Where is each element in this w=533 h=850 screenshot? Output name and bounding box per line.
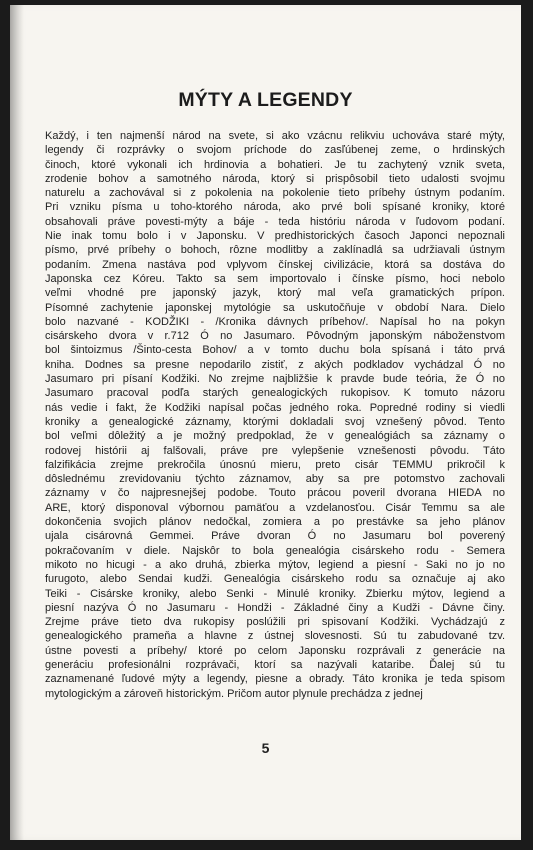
text-line: Písomné zachytenie japonskej mytológie sa uskutočňuje v období Nara. Dielo bbox=[45, 301, 505, 314]
text-line: Teiki - Cisárske kroniky, alebo Senki - Minulé kroniky. Zbierku mýtov, legiend a bbox=[45, 587, 505, 600]
text-line: zrodenie bohov a samotného národa, ktorý si prispôsobil tieto udalosti svojmu bbox=[45, 172, 505, 185]
text-line: Nie inak tomu bolo i v Japonsku. V predhistorických časoch Japonci nepoznali bbox=[45, 230, 505, 243]
text-line: naturelu a zachovával si z pokolenia na pokolenie tieto príbehy ústnym podaním. bbox=[45, 187, 505, 200]
text-line: nás vedie i fakt, že Kodžiki napísal počas jedného roka. Popredné rodiny si viedli bbox=[45, 401, 505, 414]
text-line: kniha. Dodnes sa presne nepodarilo zistiť, z akých podkladov vychádzal Ó no bbox=[45, 358, 505, 371]
text-line: piesní nazýva Ó no Jasumaru - Hondži - Základné činy a Kudži - Dávne činy. bbox=[45, 601, 505, 614]
text-line: ARE, ktorý disponoval výbornou pamäťou a vzdelanosťou. Cisár Temmu sa ale bbox=[45, 501, 505, 514]
body-text bbox=[45, 129, 505, 701]
text-line: veľmi vhodné pre japonský jazyk, ktorý mal veľa gramatických prípon. bbox=[45, 287, 505, 300]
text-line: ústne povesti a príbehy/ ktoré po celom Japonsku rozprávali z generácie na bbox=[45, 644, 505, 657]
text-line: dôslednému zrevidovaniu týchto záznamov, aby sa pre potomstvo zachovali bbox=[45, 473, 505, 486]
text-line: obsahovali práve povesti-mýty a báje - teda históriu národa v ľudovom podaní. bbox=[45, 215, 505, 228]
text-line: legendy či rozprávky o svojom príchode do zasľúbenej zeme, o hrdinských bbox=[45, 144, 505, 157]
page-number: 5 bbox=[261, 740, 270, 756]
text-line: zaznamenané ľudové mýty a legendy, piesne a obrady. Táto kronika je teda spisom bbox=[45, 673, 505, 686]
text-line: ujala cisárovná Gemmei. Práve dvoran Ó no Jasumaru bol poverený bbox=[45, 530, 505, 543]
text-line: Pri vzniku písma u toho-ktorého národa, ako prvé boli spísané kroniky, ktoré bbox=[45, 201, 505, 214]
text-line: podaním. Zmena nastáva pod vplyvom čínskej civilizácie, ktorá sa dostáva do bbox=[45, 258, 505, 271]
text-line: Zrejme práve tieto dva rukopisy poslúžili pri spisovaní Kodžiki. Vychádzajú z bbox=[45, 616, 505, 629]
text-line: kroniky a genealogické záznamy, ktorými dokladali svoj vznešený pôvod. Tento bbox=[45, 415, 505, 428]
text-line: cisárskeho dvora v r.712 Ó no Jasumaro. Pôvodným japonským náboženstvom bbox=[45, 330, 505, 343]
text-line: bol šintoizmus /Šinto-cesta Bohov/ a v tomto duchu bola spísaná i táto prvá bbox=[45, 344, 505, 357]
text-line: Každý, i ten najmenší národ na svete, si ako vzácnu relikviu uchováva staré mýty, bbox=[45, 130, 505, 142]
text-line: bolo nazvané - KODŽIKI - /Kronika dávnych príbehov/. Napísal ho na pokyn bbox=[45, 315, 505, 328]
text-line: dokončenia svojich plánov nedočkal, zomiera a po prestávke sa jeho plánov bbox=[45, 516, 505, 529]
text-line: furugoto, alebo Sendai kudži. Genealógia cisárskeho rodu sa označuje aj ako bbox=[45, 573, 505, 586]
text-line: Jasumaro pri písaní Kodžiki. No zrejme najbližšie k pravde bude teória, že Ó no bbox=[45, 373, 505, 386]
text-line: genealogického prameňa a hlavne z ústnej slovesnosti. Sú tu zabudované tzv. bbox=[45, 630, 505, 643]
text-line: činoch, ktoré vykonali ich hrdinovia a bohatieri. Je tu zachytený vznik sveta, bbox=[45, 158, 505, 171]
text-line: Japonska cez Kóreu. Takto sa sem importovalo i čínske písmo, hoci nebolo bbox=[45, 272, 505, 285]
text-line: záznamy v čo najpresnejšej podobe. Toutο prácou poveril dvorana HIEDA no bbox=[45, 487, 505, 500]
text-line: písmo, prvé príbehy o bohoch, rôzne modlitby a zaklínadlá sa udržiavali ústnym bbox=[45, 244, 505, 257]
book-page bbox=[10, 5, 521, 840]
text-line: pokračovaním v diele. Najskôr to bola genealógia cisárskeho rodu - Semera bbox=[45, 544, 505, 557]
text-line: mytologickým a zároveň historickým. Pričom autor plynule prechádza z jednej bbox=[45, 687, 423, 700]
text-line: bol veľmi dôležitý a je možný predpoklad, že v genealógiách sa záznamy o bbox=[45, 430, 505, 443]
text-line: falzifikácia zrejme prekročila únosnú mieru, preto cisár TEMMU prikročil k bbox=[45, 458, 505, 471]
text-line: generáciu profesionálni rozprávači, ktorí sa nazývali kataribe. Ďalej sú tu bbox=[45, 658, 505, 671]
text-line: mikoto no hicugi - a ako druhá, zbierka mýtov, legiend a piesní - Saki no jo no bbox=[45, 558, 505, 571]
binding-shadow bbox=[10, 5, 24, 840]
text-line: Jasumaro pracoval podľa starých genealogických rukopisov. K tomuto názoru bbox=[45, 387, 505, 400]
text-line: rodovej histórii aj falšovali, práve pre vylepšenie vznešenosti pôvodu. Táto bbox=[45, 444, 505, 457]
page-title: MÝTY A LEGENDY bbox=[178, 89, 353, 111]
